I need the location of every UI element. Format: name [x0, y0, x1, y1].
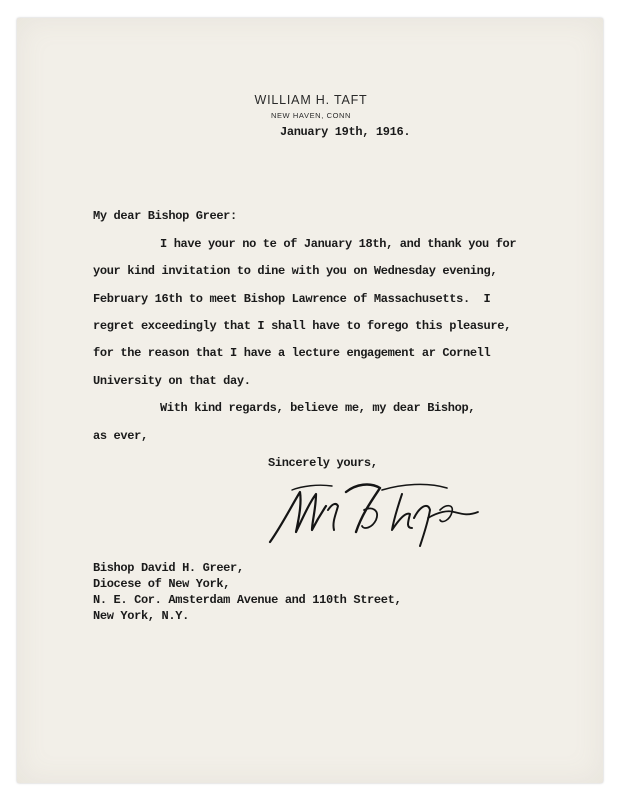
closing: Sincerely yours, — [268, 456, 378, 470]
salutation: My dear Bishop Greer: — [93, 209, 237, 223]
body-line: February 16th to meet Bishop Lawrence of Massachusetts. I — [93, 292, 491, 306]
recipient-line: New York, N.Y. — [93, 609, 189, 623]
letterhead-name: WILLIAM H. TAFT — [254, 93, 368, 107]
letter-date: January 19th, 1916. — [280, 125, 411, 139]
signature — [252, 470, 492, 550]
body-line: With kind regards, believe me, my dear Bishop, — [160, 401, 476, 415]
recipient-line: N. E. Cor. Amsterdam Avenue and 110th Street, — [93, 593, 402, 607]
body-line: I have your no te of January 18th, and thank you for — [160, 237, 517, 251]
body-line: University on that day. — [93, 374, 251, 388]
body-line: regret exceedingly that I shall have to forego this pleasure, — [93, 319, 511, 333]
letterhead-place: NEW HAVEN, CONN — [270, 111, 352, 120]
body-line: for the reason that I have a lecture engagement ar Cornell — [93, 346, 491, 360]
recipient-line: Diocese of New York, — [93, 577, 231, 591]
body-line: as ever, — [93, 429, 148, 443]
body-line: your kind invitation to dine with you on Wednesday evening, — [93, 264, 498, 278]
recipient-line: Bishop David H. Greer, — [93, 561, 244, 575]
